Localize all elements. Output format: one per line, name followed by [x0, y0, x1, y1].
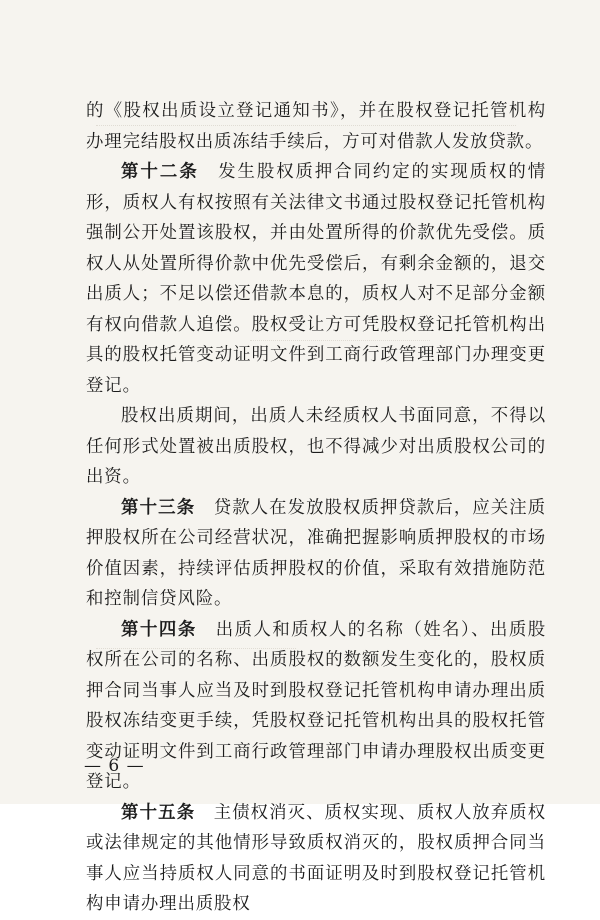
article-12: [86, 157, 546, 401]
document-body: [86, 96, 546, 920]
article-14: [86, 615, 546, 798]
article-15: [86, 798, 546, 920]
article-number: 第十四条: [121, 619, 197, 640]
paragraph-text: 出质人和质权人的名称（姓名）、出质股权所在公司的名称、出质股权的数额发生变化的，股权质押合同当事人应当及时到股权登记托管机构申请办理出质股权冻结变更手续，凭股权登记托管机构出具的股权托管变动证明文件到工商行政管理部门申请办理股权出质变更登记。: [86, 619, 546, 792]
paragraph-text: 的《股权出质设立登记通知书》，并在股权登记托管机构办理完结股权出质冻结手续后，方可对借款人发放贷款。: [86, 101, 546, 152]
paragraph-continuation: [86, 96, 546, 157]
paragraph-text: 发生股权质押合同约定的实现质权的情形，质权人有权按照有关法律文书通过股权登记托管机构强制公开处置该股权，并由处置所得的价款优先受偿。质权人从处置所得价款中优先受偿后，有剩余金额的，退交出质人；不足以偿还借款本息的，质权人对不足部分金额有权向借款人追偿。股权受让方可凭股权登记托管机构出具的股权托管变动证明文件到工商行政管理部门办理变更登记。: [86, 162, 546, 396]
article-number: 第十五条: [121, 802, 196, 823]
article-number: 第十二条: [121, 162, 199, 182]
article-number: 第十三条: [121, 497, 196, 518]
paragraph-text: 股权出质期间，出质人未经质权人书面同意，不得以任何形式处置被出质股权，也不得减少对出质股权公司的出资。: [86, 406, 546, 487]
page-number: — 6 —: [84, 756, 145, 776]
article-12-paragraph-2: [86, 401, 546, 493]
article-13: [86, 493, 546, 615]
paragraph-text: 贷款人在发放股权质押贷款后，应关注质押股权所在公司经营状况，准确把握影响质押股权的市场价值因素，持续评估质押股权的价值，采取有效措施防范和控制信贷风险。: [86, 497, 546, 609]
paragraph-text: 主债权消灭、质权实现、质权人放弃质权或法律规定的其他情形导致质权消灭的，股权质押合同当事人应当持质权人同意的书面证明及时到股权登记托管机构申请办理出质股权: [86, 802, 546, 914]
